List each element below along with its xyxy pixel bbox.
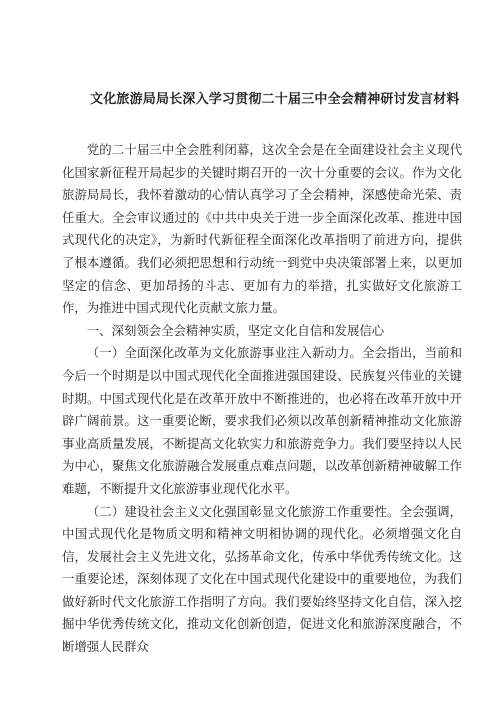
paragraph-section-1-2: （二）建设社会主义文化强国彰显文化旅游工作重要性。全会强调，中国式现代化是物质文明和精神文明相协调的现代化。必须增强文化自信，发展社会主义先进文化，弘扬革命文化，传承中华优秀传统文化。这一重要论述，深刻体现了文化在中国式现代化建设中的重要地位，为我们做好新时代文化旅游工作指明了方向。我们要始终坚持文化自信，深入挖掘中华优秀传统文化，推动文化创新创造，促进文化和旅游深度融合，不断增强人民群众 — [62, 503, 462, 655]
paragraph-section-1-1: （一）全面深化改革为文化旅游事业注入新动力。全会指出，当前和今后一个时期是以中国式现代化全面推进强国建设、民族复兴伟业的关键时期。中国式现代化是在改革开放中不断推进的，也必将在改革开放中开辟广阔前景。这一重要论断，要求我们必须以改革创新精神推动文化旅游事业高质量发展，不断提高文化软实力和旅游竞争力。我们要坚持以人民为中心，聚焦文化旅游融合发展重点难点问题，以改革创新精神破解工作难题，不断提升文化旅游事业现代化水平。 — [62, 345, 462, 496]
document-body — [62, 139, 462, 659]
document-title: 文化旅游局局长深入学习贯彻二十届三中全会精神研讨发言材料 — [90, 92, 460, 107]
section-heading-1: 一、深刻领会全会精神实质，坚定文化自信和发展信心 — [86, 322, 385, 338]
paragraph-intro: 党的二十届三中全会胜利闭幕，这次全会是在全面建设社会主义现代化国家新征程开局起步的关键时期召开的一次十分重要的会议。作为文化旅游局局长，我怀着激动的心情认真学习了全会精神，深感使命光荣、责任重大。全会审议通过的《中共中央关于进一步全面深化改革、推进中国式现代化的决定》，为新时代新征程全面深化改革指明了前进方向，提供了根本遵循。我们必须把思想和行动统一到党中央决策部署上来，以更加坚定的信念、更加昂扬的斗志、更加有力的举措，扎实做好文化旅游工作，为推进中国式现代化贡献文旅力量。 — [62, 142, 462, 316]
